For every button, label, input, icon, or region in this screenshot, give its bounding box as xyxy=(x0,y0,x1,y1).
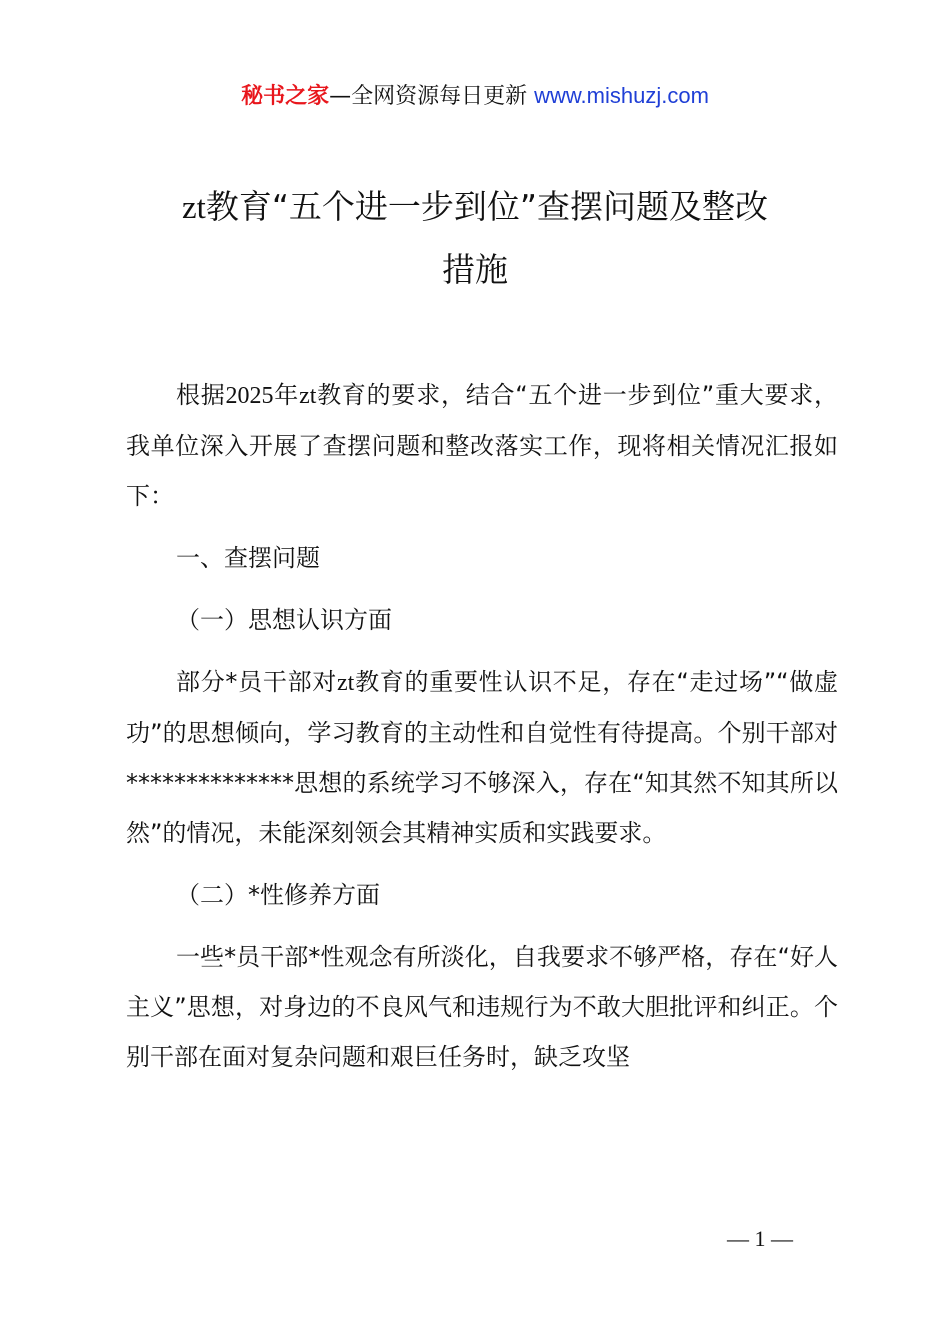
sub1-text-2: 教育的重要性认识不足，存在“走过场”“做虚功”的思想倾向，学习教育的主动性和自觉性有待提高。个别干部对**************思想的系统学习不够深入，存在“知其然不知其所以然”的情况，未能深刻领会其精神实质和实践要求。 xyxy=(126,668,838,847)
title-prefix: zt xyxy=(181,190,206,226)
subsection-heading-1: （一）思想认识方面 xyxy=(176,606,392,634)
intro-paragraph xyxy=(126,370,838,521)
sub1-zt: zt xyxy=(337,670,355,696)
intro-text-3: 教育的要求，结合“五个进一步到位”重大要求，我单位深入开展了查摆问题和整改落实工作，现将相关情况汇报如下： xyxy=(126,381,839,510)
intro-text-1: 根据 xyxy=(176,381,226,409)
subsection-2-paragraph: 一些*员干部*性观念有所淡化，自我要求不够严格，存在“好人主义”思想，对身边的不良风气和违规行为不敢大胆批评和纠正。个别干部在面对复杂问题和艰巨任务时，缺乏攻坚 xyxy=(126,943,838,1071)
title-line-2: 措施 xyxy=(442,250,508,289)
site-url-link[interactable]: www.mishuzj.com xyxy=(534,83,709,108)
intro-text-2: 年 xyxy=(273,381,300,409)
document-title xyxy=(120,176,830,301)
intro-zt: zt xyxy=(299,383,317,409)
site-tagline: —全网资源每日更新 xyxy=(329,84,535,109)
title-line-1-text: 教育“五个进一步到位”查摆问题及整改 xyxy=(205,187,769,226)
subsection-1-paragraph xyxy=(126,657,838,858)
document-body xyxy=(126,370,838,1094)
site-brand: 秘书之家 xyxy=(241,84,330,109)
subsection-heading-2: （二）*性修养方面 xyxy=(176,881,380,909)
section-heading-1: 一、查摆问题 xyxy=(176,544,320,572)
page-number: — 1 — xyxy=(727,1226,793,1251)
site-header xyxy=(0,82,950,111)
title-line-1 xyxy=(120,176,830,239)
intro-year: 2025 xyxy=(225,383,274,409)
sub1-text-1: 部分*员干部对 xyxy=(176,668,338,696)
